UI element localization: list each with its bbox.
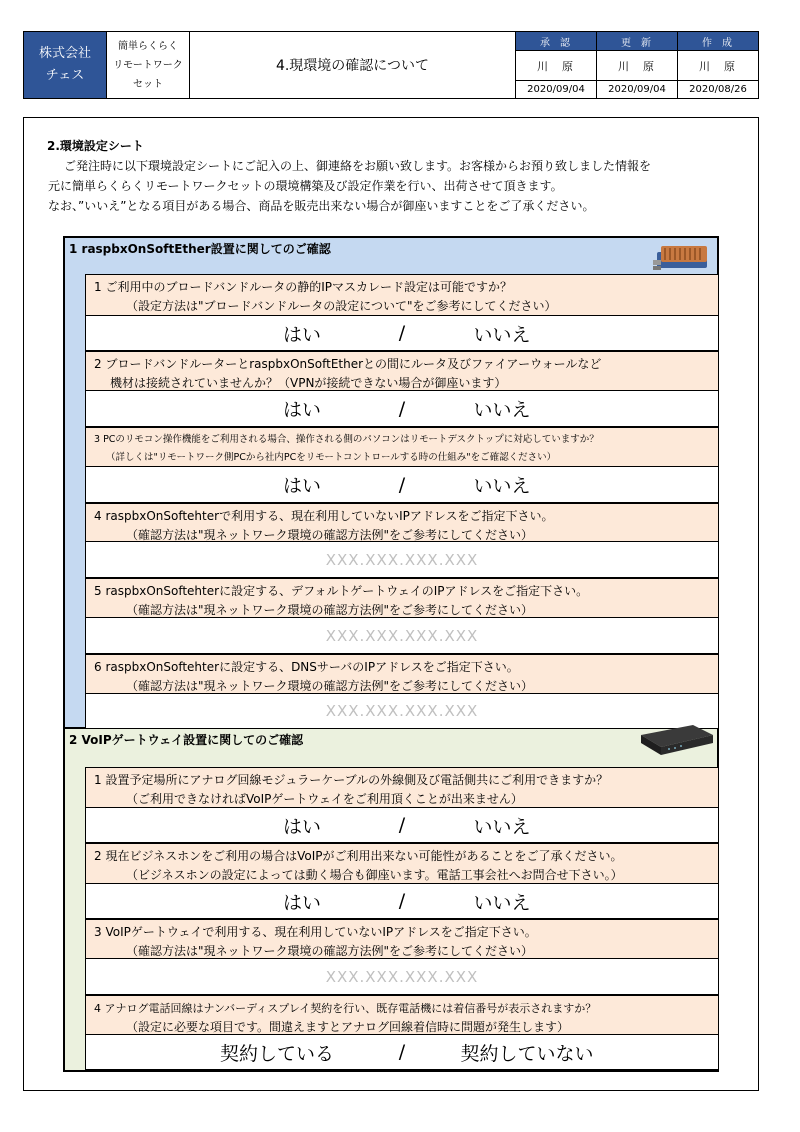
question-1-4: 4 raspbxOnSoftehterで利用する、現在利用していないIPアドレスをご指定下さい。 （確認方法は"現ネットワーク環境の確認方法例"をご参考にしてください） XXX.XXX.XXX.XXX	[85, 503, 719, 578]
dns-server-field[interactable]: XXX.XXX.XXX.XXX	[85, 694, 719, 729]
question-1-5: 5 raspbxOnSoftehterに設定する、デフォルトゲートウェイのIPアドレスをご指定下さい。 （確認方法は"現ネットワーク環境の確認方法例"をご参考にしてください） XXX.XXX.XXX.XXX	[85, 578, 719, 654]
approval-table	[516, 32, 758, 98]
question-1-3: 3 PCのリモコン操作機能をご利用される場合、操作される側のパソコンはリモートデスクトップに対応していますか？ （詳しくは"リモートワーク側PCから社内PCをリモートコントロールする時の仕組み"をご確認ください） はい / いいえ	[85, 427, 719, 503]
answer-yes-no[interactable]: はい / いいえ	[85, 467, 719, 503]
company-name: 株式会社 チェス	[24, 32, 107, 98]
answer-yes-no[interactable]: はい / いいえ	[85, 316, 719, 351]
question-1-1: 1 ご利用中のブロードバンドルータの静的IPマスカレード設定は可能ですか？ （設定方法は"ブロードバンドルータの設定について"をご参考にしてください） はい / いいえ	[85, 274, 719, 351]
question-2-1: 1 設置予定場所にアナログ回線モジュラーケーブルの外線側及び電話側共にご利用できますか？ （ご利用できなければVoIPゲートウェイをご利用頂くことが出来ません） はい / いいえ	[85, 767, 719, 843]
section-title: 1 raspbxOnSoftEther設置に関してのご確認	[69, 242, 331, 256]
answer-yes-no[interactable]: はい / いいえ	[85, 391, 719, 427]
question-2-2: 2 現在ビジネスホンをご利用の場合はVoIPがご利用出来ない可能性があることをご了承ください。 （ビジネスホンの設定によっては動く場合も御座います。電話工事会社へお問合せ下さい。） はい / いいえ	[85, 843, 719, 919]
ip-address-field[interactable]: XXX.XXX.XXX.XXX	[85, 959, 719, 995]
section-heading: 2.環境設定シート	[47, 139, 144, 153]
section-title: 2 VoIPゲートウェイ設置に関してのご確認	[69, 733, 304, 747]
question-1-6: 6 raspbxOnSoftehterに設定する、DNSサーバのIPアドレスをご指定下さい。 （確認方法は"現ネットワーク環境の確認方法例"をご参考にしてください） XXX.XXX.XXX.XXX	[85, 654, 719, 729]
voip-gateway-icon	[635, 721, 715, 757]
answer-yes-no[interactable]: はい / いいえ	[85, 884, 719, 919]
approval-column-approve: 承認 川原 2020/09/04	[516, 32, 597, 98]
approval-column-update: 更新 川原 2020/09/04	[597, 32, 678, 98]
document-title: 4.現環境の確認について	[190, 32, 516, 98]
section-voip-gateway	[63, 729, 719, 1072]
product-name: 簡単らくらく リモートワーク セット	[107, 32, 190, 98]
question-1-2: 2 ブロードバンドルーターとraspbxOnSoftEtherとの間にルータ及びファイアーウォールなど 機材は接続されていませんか？（VPNが接続できない場合が御座います） はい / いいえ	[85, 351, 719, 427]
document-header	[23, 31, 759, 99]
answer-contract[interactable]: 契約している / 契約していない	[85, 1035, 719, 1070]
ip-address-field[interactable]: XXX.XXX.XXX.XXX	[85, 542, 719, 578]
question-2-4: 4 アナログ電話回線はナンバーディスプレイ契約を行い、既存電話機には着信番号が表示されますか？ （設定に必要な項目です。間違えますとアナログ回線着信時に問題が発生します） 契約している / 契約していない	[85, 995, 719, 1070]
raspberry-pi-icon	[653, 242, 715, 272]
question-2-3: 3 VoIPゲートウェイで利用する、現在利用していないIPアドレスをご指定下さい。 （確認方法は"現ネットワーク環境の確認方法例"をご参考にしてください） XXX.XXX.XXX.XXX	[85, 919, 719, 995]
section-raspbx	[63, 236, 719, 729]
answer-yes-no[interactable]: はい / いいえ	[85, 808, 719, 843]
approval-column-create: 作成 川原 2020/08/26	[678, 32, 758, 98]
intro-text: ご発注時に以下環境設定シートにご記入の上、御連絡をお願い致します。お客様からお預り致しました情報を 元に簡単らくらくリモートワークセットの環境構築及び設定作業を行い、出荷させて頂きます。 なお、”いいえ”となる項目がある場合、商品を販売出来ない場合が御座いますことをご了承ください。	[48, 159, 652, 213]
default-gateway-field[interactable]: XXX.XXX.XXX.XXX	[85, 618, 719, 654]
